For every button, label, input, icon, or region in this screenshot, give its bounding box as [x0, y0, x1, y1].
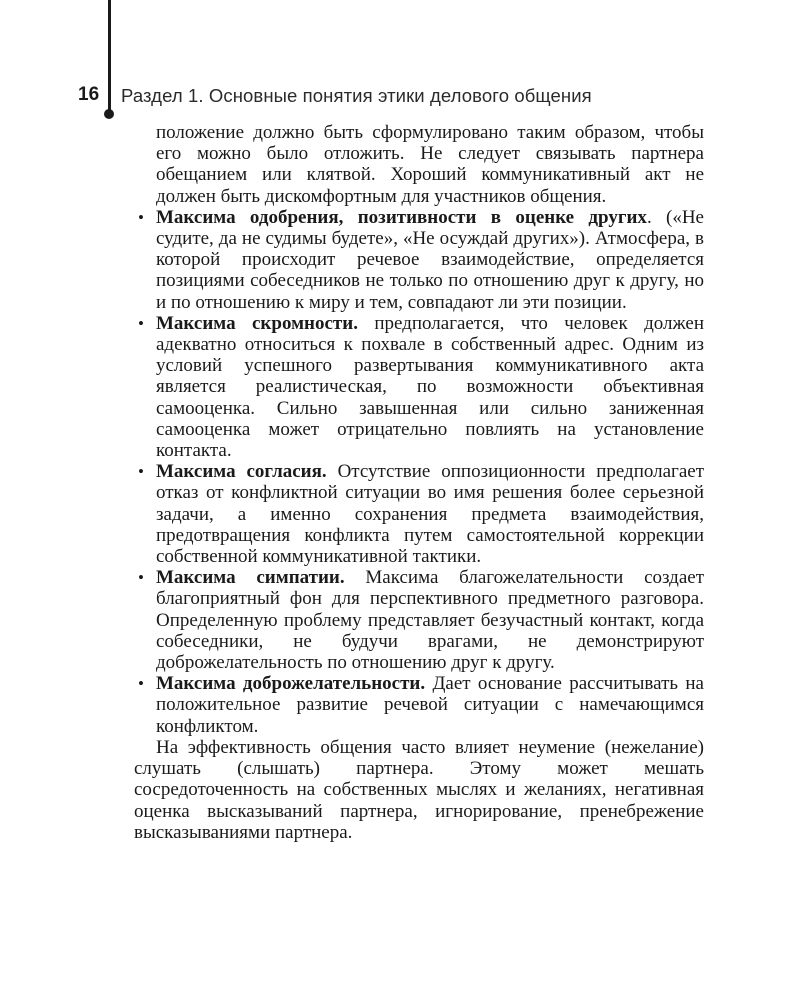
- list-item: [134, 313, 704, 461]
- lead-in-paragraph: положение должно быть сформулировано таким образом, чтобы его можно было отложить. Не следует связывать партнера обещанием или клятвой. Хороший коммуникативный акт не должен быть дискомфортным для участников общения.: [156, 122, 704, 207]
- list-item: [134, 567, 704, 673]
- bullet-icon: •: [138, 462, 144, 482]
- margin-rule: [108, 0, 111, 113]
- maxim-title: Максима одобрения, позитивности в оценке других: [156, 206, 647, 228]
- maxims-list: [134, 207, 704, 737]
- list-item: [134, 207, 704, 313]
- maxim-title: Максима согласия.: [156, 461, 327, 483]
- running-head: Раздел 1. Основные понятия этики делового общения: [121, 85, 592, 106]
- maxim-title: Максима скромности.: [156, 312, 358, 334]
- maxim-text: предполагается, что человек должен адекватно относиться к похвале в собственный адрес. Одним из условий успешного развертывания коммуникативного акта является реалистическая, по возможности объективная самооценка. Сильно завышенная или сильно заниженная самооценка может отрицательно повлиять на установление контакта.: [156, 312, 704, 462]
- bullet-icon: •: [138, 207, 144, 227]
- bullet-icon: •: [138, 674, 144, 694]
- page-number: 16: [78, 84, 100, 105]
- bullet-icon: •: [138, 313, 144, 333]
- maxim-text: Отсутствие оппозиционности предполагает отказ от конфликтной ситуации во имя решения более серьезной задачи, а именно сохранения предмета взаимодействия, предотвращения конфликта путем самостоятельной коррекции собственной коммуникативной тактики.: [156, 461, 705, 568]
- margin-rule-dot: [104, 109, 114, 119]
- closing-paragraph: На эффективность общения часто влияет неумение (нежелание) слушать (слышать) партнера. Этому может мешать сосредоточенность на собственных мыслях и желаниях, негативная оценка высказываний партнера, игнорирование, пренебрежение высказываниями партнера.: [134, 736, 704, 843]
- list-item: [134, 461, 704, 567]
- maxim-title: Максима доброжелательности.: [156, 673, 426, 695]
- bullet-icon: •: [138, 568, 144, 588]
- maxim-text: . («Не судите, да не судимы будете», «Не осуждай других»). Атмосфера, в которой происходит речевое взаимодействие, определяется позициями собеседников не только по отношению друг к другу, но и по отношению к миру и тем, совпадают ли эти позиции.: [156, 206, 704, 313]
- maxim-title: Максима симпатии.: [156, 567, 345, 589]
- maxim-text: Максима благожелательности создает благоприятный фон для перспективного предметного разговора. Определенную проблему представляет безучастный контакт, когда собеседники, не будучи врагами, не демонстрируют доброжелательность по отношению друг к другу.: [156, 567, 704, 674]
- body-text: [134, 122, 704, 843]
- maxim-text: Дает основание рассчитывать на положительное развитие речевой ситуации с намечающимся конфликтом.: [156, 673, 704, 737]
- list-item: [134, 673, 704, 737]
